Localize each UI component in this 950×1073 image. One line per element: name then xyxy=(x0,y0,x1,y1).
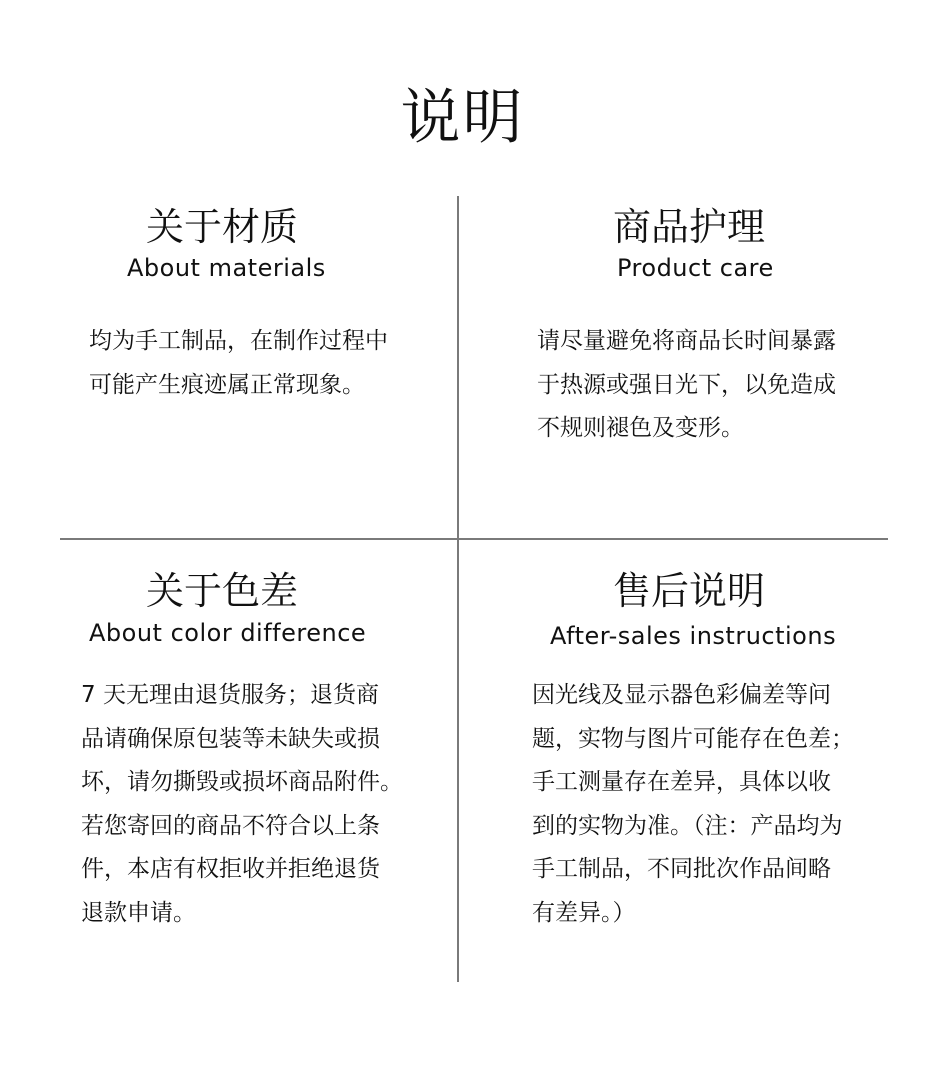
care-line: 不规则褪色及变形。 xyxy=(537,415,744,441)
care-subtitle: Product care xyxy=(617,254,774,282)
aftersales-line: 手工制品，不同批次作品间略 xyxy=(532,856,831,882)
aftersales-line: 因光线及显示器色彩偏差等问 xyxy=(532,682,831,708)
color-line: 7 天无理由退货服务；退货商 xyxy=(81,682,379,708)
vertical-divider xyxy=(457,196,459,982)
materials-body xyxy=(89,320,388,407)
aftersales-subtitle: After-sales instructions xyxy=(550,622,837,650)
aftersales-title: 售后说明 xyxy=(613,569,766,613)
color-line: 品请确保原包装等未缺失或损 xyxy=(81,725,380,752)
care-title: 商品护理 xyxy=(613,205,766,249)
aftersales-line: 到的实物为准。（注：产品均为 xyxy=(532,812,843,839)
aftersales-body xyxy=(532,674,854,935)
care-line: 请尽量避免将商品长时间暴露 xyxy=(537,328,836,354)
care-body xyxy=(537,320,836,451)
color-line: 坏，请勿撕毁或损坏商品附件。 xyxy=(81,769,403,795)
aftersales-line: 手工测量存在差异，具体以收 xyxy=(532,769,831,795)
materials-line: 可能产生痕迹属正常现象。 xyxy=(89,371,365,398)
color-line: 退款申请。 xyxy=(81,899,196,926)
materials-line: 均为手工制品，在制作过程中 xyxy=(89,328,388,354)
aftersales-line: 有差异。） xyxy=(532,899,636,926)
horizontal-divider xyxy=(60,538,888,540)
care-line: 于热源或强日光下，以免造成 xyxy=(537,371,836,398)
materials-title: 关于材质 xyxy=(146,205,299,249)
aftersales-line: 题，实物与图片可能存在色差； xyxy=(532,725,854,752)
page-title: 说明 xyxy=(400,83,525,153)
materials-subtitle: About materials xyxy=(127,254,326,282)
color-line: 若您寄回的商品不符合以上条 xyxy=(81,812,380,839)
color-title: 关于色差 xyxy=(146,569,299,613)
color-subtitle: About color difference xyxy=(89,619,367,647)
color-body xyxy=(81,674,403,935)
color-line: 件，本店有权拒收并拒绝退货 xyxy=(81,856,380,882)
